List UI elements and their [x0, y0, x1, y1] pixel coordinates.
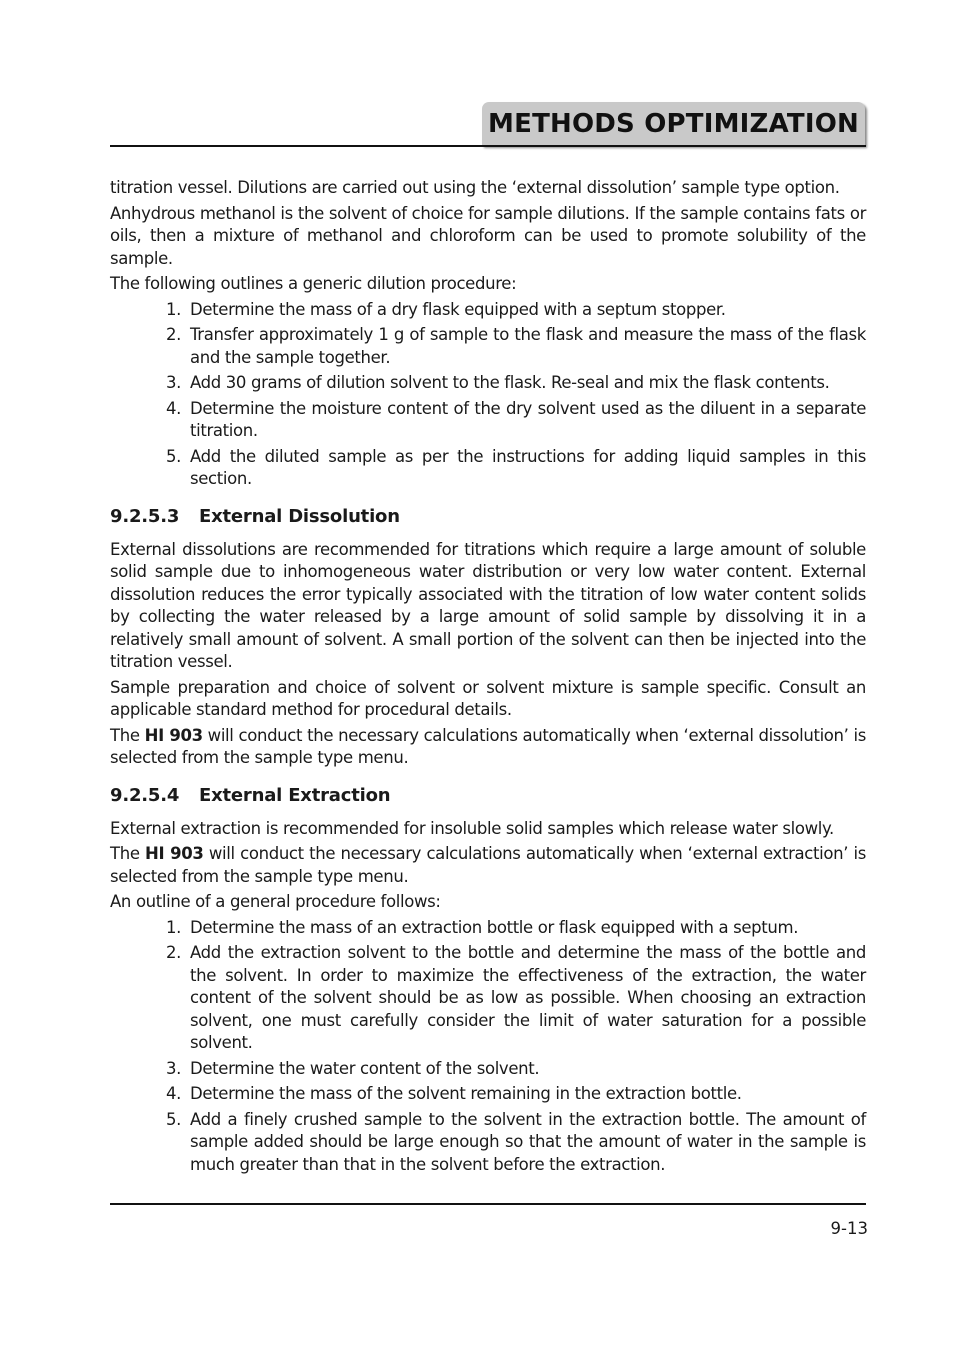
- page-body: [110, 177, 866, 1179]
- dilution-steps-list: [110, 299, 866, 491]
- section-title: External Dissolution: [199, 505, 400, 527]
- extraction-steps-list: [110, 917, 866, 1177]
- list-number: 1.: [166, 917, 182, 937]
- paragraph: titration vessel. Dilutions are carried out using the ‘external dissolution’ sample type option.: [110, 178, 840, 197]
- list-number: 1.: [166, 299, 182, 319]
- text-run: The: [110, 725, 145, 745]
- list-number: 4.: [166, 398, 182, 418]
- list-number: 3.: [166, 373, 182, 392]
- list-number: 2.: [166, 943, 182, 962]
- paragraph: [110, 725, 866, 770]
- list-number: 5.: [166, 1109, 182, 1129]
- list-text: Add the diluted sample as per the instructions for adding liquid samples in this section.: [190, 446, 866, 488]
- section-heading-external-dissolution: [110, 506, 866, 528]
- page-number: 9-13: [830, 1219, 868, 1238]
- list-item: [166, 942, 866, 1055]
- list-item: [166, 917, 866, 940]
- paragraph: Sample preparation and choice of solvent or solvent mixture is sample specific. Consult an applicable standard method for procedural details.: [110, 677, 866, 719]
- product-name: HI 903: [144, 725, 203, 745]
- list-text: Determine the moisture content of the dry solvent used as the diluent in a separate titration.: [190, 398, 866, 440]
- section-title: External Extraction: [199, 784, 391, 806]
- list-number: 2.: [166, 325, 182, 344]
- paragraph: External extraction is recommended for insoluble solid samples which release water slowly.: [110, 818, 834, 838]
- list-text: Determine the mass of an extraction bottle or flask equipped with a septum.: [190, 917, 799, 937]
- text-run: will conduct the necessary calculations automatically when ‘external extraction’ is selected from the sample type menu.: [110, 844, 866, 886]
- section-number: 9.2.5.3: [110, 505, 180, 527]
- list-text: Add a finely crushed sample to the solvent in the extraction bottle. The amount of sample added should be large enough so that the amount of water in the sample is much greater than that in the solvent before the extraction.: [190, 1109, 866, 1174]
- list-item: [166, 372, 866, 395]
- list-text: Determine the water content of the solvent.: [190, 1058, 540, 1078]
- list-number: 3.: [166, 1058, 182, 1078]
- list-text: Add 30 grams of dilution solvent to the flask. Re-seal and mix the flask contents.: [190, 373, 830, 392]
- paragraph: [110, 843, 866, 888]
- list-item: [166, 1109, 866, 1177]
- section-number: 9.2.5.4: [110, 784, 180, 806]
- text-run: The: [110, 844, 146, 863]
- paragraph: The following outlines a generic dilution procedure:: [110, 274, 517, 293]
- paragraph: Anhydrous methanol is the solvent of choice for sample dilutions. If the sample contains fats or oils, then a mixture of methanol and chloroform can be used to promote solubility of the sample.: [110, 203, 866, 268]
- list-item: [166, 1083, 866, 1106]
- list-text: Transfer approximately 1 g of sample to the flask and measure the mass of the flask and the sample together.: [190, 325, 866, 367]
- paragraph: External dissolutions are recommended for titrations which require a large amount of soluble solid sample due to inhomogeneous water distribution or very low water content. External dissolution reduces the error typically associated with the titration of low water content solids by collecting the water released by a large amount of solid sample by dissolving it in a relatively small amount of solvent. A small portion of the solvent can then be injected into the titration vessel.: [110, 539, 866, 671]
- list-item: [166, 299, 866, 322]
- list-text: Add the extraction solvent to the bottle and determine the mass of the bottle and the solvent. In order to maximize the effectiveness of the extraction, the water content of the solvent should be as low as possible. When choosing an extraction solvent, one must carefully consider the limit of water saturation for a possible solvent.: [190, 943, 866, 1052]
- paragraph: An outline of a general procedure follows:: [110, 892, 441, 911]
- section-heading-external-extraction: [110, 785, 866, 807]
- list-text: Determine the mass of a dry flask equipped with a septum stopper.: [190, 299, 726, 319]
- footer-divider: [110, 1203, 866, 1205]
- chapter-title: METHODS OPTIMIZATION: [482, 102, 865, 146]
- list-item: [166, 1058, 866, 1081]
- list-number: 5.: [166, 446, 182, 466]
- list-number: 4.: [166, 1084, 182, 1103]
- list-text: Determine the mass of the solvent remaining in the extraction bottle.: [190, 1084, 742, 1103]
- header-divider: [110, 145, 866, 147]
- product-name: HI 903: [145, 844, 204, 863]
- text-run: will conduct the necessary calculations automatically when ‘external dissolution’ is selected from the sample type menu.: [110, 725, 866, 767]
- list-item: [166, 324, 866, 369]
- list-item: [166, 446, 866, 491]
- list-item: [166, 398, 866, 443]
